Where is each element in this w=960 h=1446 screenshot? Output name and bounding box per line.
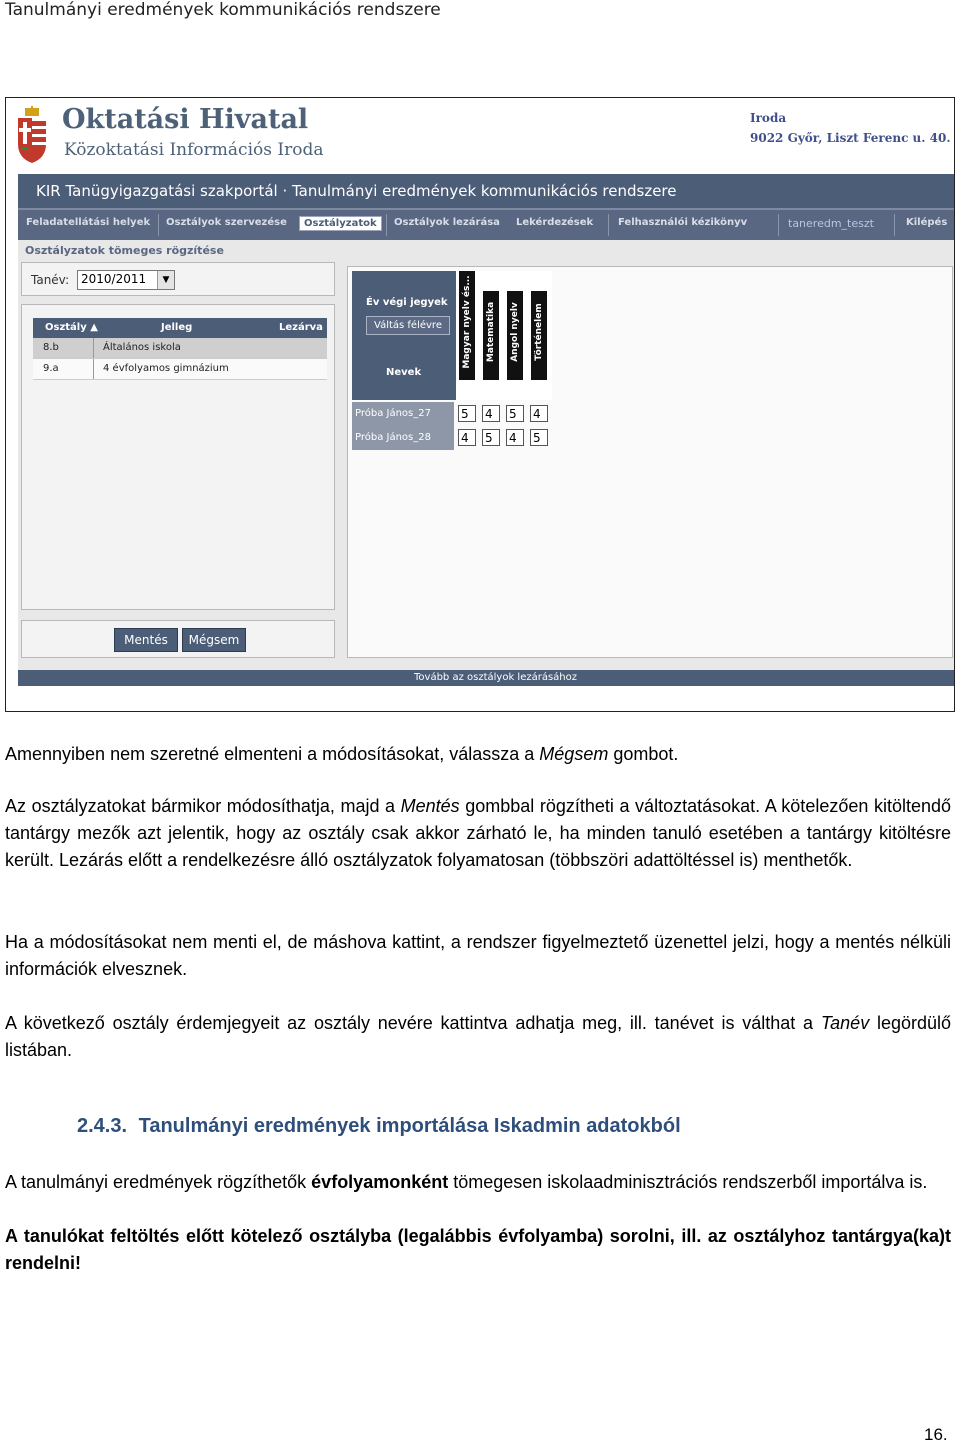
class-list-panel bbox=[21, 304, 335, 610]
main-nav bbox=[18, 208, 954, 242]
nav-divider bbox=[608, 214, 609, 236]
save-term: Mentés bbox=[400, 796, 460, 816]
dropdown-arrow-icon[interactable]: ▼ bbox=[157, 271, 174, 289]
running-header: Tanulmányi eredmények kommunikációs rendszere bbox=[5, 0, 441, 20]
grade-input[interactable]: 4 bbox=[458, 429, 476, 446]
student-name-cell: Próba János_27 bbox=[352, 402, 454, 426]
col-osztaly[interactable]: Osztály ▲ bbox=[45, 322, 98, 333]
class-type: 4 évfolyamos gimnázium bbox=[103, 363, 229, 374]
col-lezarva[interactable]: Lezárva bbox=[279, 322, 323, 333]
paragraph-cancel: Amennyiben nem szeretné elmenteni a módosításokat, válassza a Mégsem gombot. bbox=[5, 744, 679, 764]
portal-title-bar bbox=[18, 174, 954, 208]
paragraph-warning: Ha a módosításokat nem menti el, de máshova kattint, a rendszer figyelmeztető üzenettel jelzi, hogy a mentés nélküli információk elvesznek. bbox=[5, 932, 951, 979]
subject-header: Magyar nyelv és... bbox=[459, 271, 475, 380]
main-content bbox=[18, 240, 954, 670]
student-row bbox=[352, 402, 552, 426]
tanev-select-value: 2010/2011 bbox=[81, 272, 147, 286]
class-name[interactable]: 9.a bbox=[43, 363, 59, 374]
tanev-term: Tanév bbox=[820, 1013, 870, 1033]
nav-feladatellatasi-helyek[interactable]: Feladatellátási helyek bbox=[26, 217, 151, 228]
column-divider bbox=[93, 359, 94, 379]
grade-input[interactable]: 4 bbox=[506, 429, 524, 446]
nav-divider bbox=[158, 214, 159, 236]
col-jelleg[interactable]: Jelleg bbox=[161, 322, 193, 333]
class-type: Általános iskola bbox=[103, 342, 181, 353]
logout-link[interactable]: Kilépés bbox=[906, 217, 948, 228]
grade-input[interactable]: 4 bbox=[482, 405, 500, 422]
tanev-label: Tanév: bbox=[31, 273, 70, 287]
class-row[interactable] bbox=[33, 338, 327, 359]
next-step-link[interactable]: Tovább az osztályok lezárásához bbox=[414, 672, 578, 683]
subject-header: Angol nyelv bbox=[507, 291, 523, 380]
user-name-link[interactable]: taneredm_teszt bbox=[788, 217, 874, 230]
paragraph-import: A tanulmányi eredmények rögzíthetők évfolyamonként tömegesen iskolaadminisztrációs rendszerből importálva is. bbox=[5, 1172, 928, 1192]
app-screenshot bbox=[5, 97, 955, 712]
section-title: Osztályzatok tömeges rögzítése bbox=[25, 244, 224, 257]
subject-header: Matematika bbox=[483, 291, 499, 380]
page-number: 16. bbox=[924, 1425, 948, 1444]
nav-divider bbox=[386, 214, 387, 236]
address-street: 9022 Győr, Liszt Ferenc u. 40. bbox=[750, 131, 951, 145]
grade-input[interactable]: 5 bbox=[530, 429, 548, 446]
grade-input[interactable]: 4 bbox=[530, 405, 548, 422]
nav-divider bbox=[778, 214, 779, 236]
class-name[interactable]: 8.b bbox=[43, 342, 59, 353]
app-header bbox=[6, 98, 954, 174]
save-button[interactable]: Mentés bbox=[114, 628, 178, 652]
nav-osztalyok-szervezese[interactable]: Osztályok szervezése bbox=[166, 217, 287, 228]
section-number: 2.4.3. bbox=[77, 1115, 128, 1137]
switch-semester-button[interactable]: Váltás félévre bbox=[366, 316, 450, 335]
class-row[interactable] bbox=[33, 359, 327, 380]
next-step-bar[interactable] bbox=[18, 670, 954, 686]
grade-input[interactable]: 5 bbox=[482, 429, 500, 446]
paragraph-requirement: A tanulókat feltöltés előtt kötelező osztályba (legalábbis évfolyamba) sorolni, ill. az osztályhoz tantárgya(ka)t rendelni! bbox=[5, 1226, 951, 1273]
paragraph-save: Az osztályzatokat bármikor módosíthatja, majd a Mentés gombbal rögzítheti a változtatásokat. A kötelezően kitöltendő tantárgy mezők azt jelentik, hogy az osztály csak akkor zárható le, ha minden tanuló esetében a tantárgy kitöltésre került. Lezárás előtt a rendelkezésre álló osztályzatok folyamatosan (többszöri adattöltéssel is) menthetők. bbox=[5, 796, 951, 870]
section-heading-text: Tanulmányi eredmények importálása Iskadmin adatokból bbox=[138, 1115, 681, 1137]
names-header: Nevek bbox=[386, 367, 422, 378]
tanev-panel bbox=[21, 262, 335, 296]
nav-divider bbox=[894, 214, 895, 236]
nav-lekerdezesek[interactable]: Lekérdezések bbox=[516, 217, 594, 228]
tanev-select[interactable] bbox=[77, 270, 175, 290]
cancel-button[interactable]: Mégsem bbox=[182, 628, 246, 652]
grade-grid-panel bbox=[347, 266, 953, 658]
nav-osztalyok-lezarasa[interactable]: Osztályok lezárása bbox=[394, 217, 500, 228]
column-divider bbox=[93, 338, 94, 358]
nav-felhasznaloi-kezikonyv[interactable]: Felhasználói kézikönyv bbox=[618, 217, 748, 228]
org-name: Oktatási Hivatal bbox=[62, 104, 309, 135]
student-name-cell: Próba János_28 bbox=[352, 426, 454, 450]
cancel-term: Mégsem bbox=[539, 744, 609, 764]
paragraph-next-class: A következő osztály érdemjegyeit az osztály nevére kattintva adhatja meg, ill. tanévet is válthat a Tanév legördülő listában. bbox=[5, 1013, 952, 1060]
address-office: Iroda bbox=[750, 111, 787, 125]
org-subtitle: Közoktatási Információs Iroda bbox=[64, 140, 324, 160]
subject-header: Történelem bbox=[531, 291, 547, 380]
grade-input[interactable]: 5 bbox=[458, 405, 476, 422]
ev-vegi-label: Év végi jegyek bbox=[366, 297, 448, 308]
student-row bbox=[352, 426, 552, 450]
action-panel bbox=[21, 620, 335, 658]
grid-header bbox=[352, 271, 456, 400]
portal-title: KIR Tanügyigazgatási szakportál · Tanulmányi eredmények kommunikációs rendszere bbox=[36, 182, 677, 200]
section-heading bbox=[77, 1115, 681, 1138]
class-table-header bbox=[33, 318, 327, 338]
nav-osztalyzatok[interactable]: Osztályzatok bbox=[299, 216, 382, 231]
coat-of-arms-icon bbox=[16, 106, 48, 164]
grade-input[interactable]: 5 bbox=[506, 405, 524, 422]
evfolyamonkent-term: évfolyamonként bbox=[311, 1172, 449, 1192]
